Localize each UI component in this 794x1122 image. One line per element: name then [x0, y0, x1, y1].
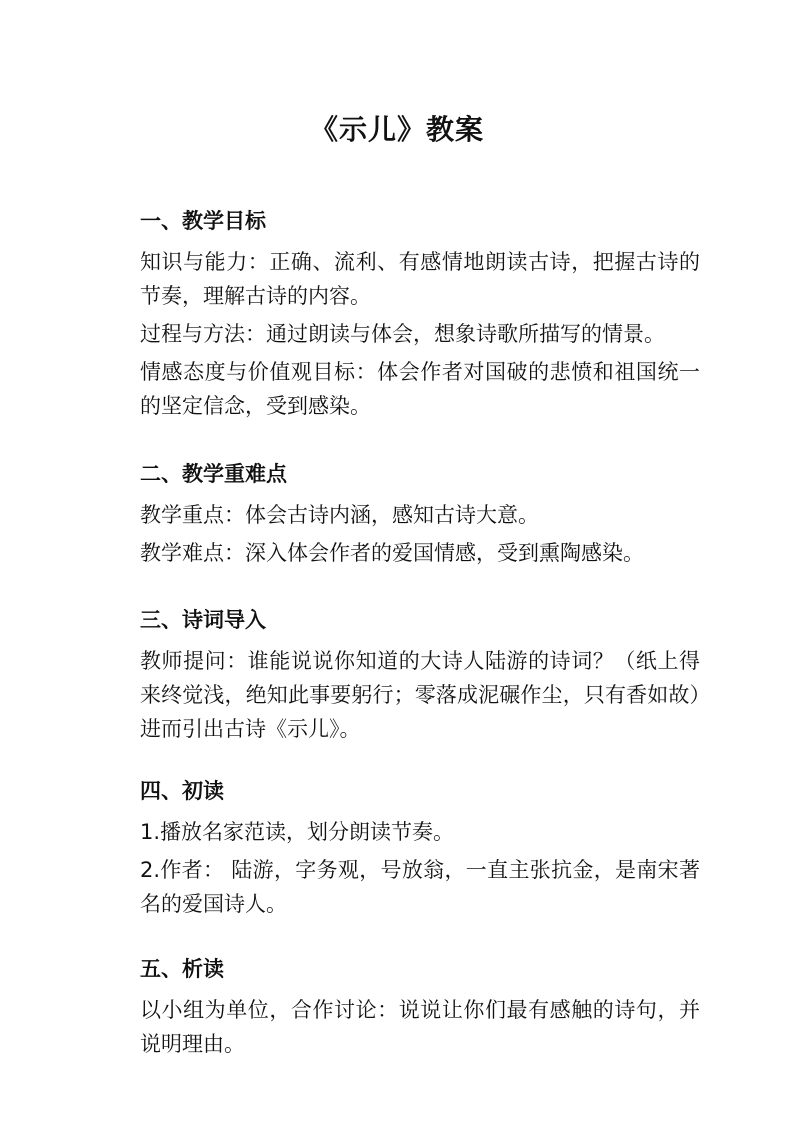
section-first-reading: [140, 777, 700, 925]
paragraph: 过程与方法：通过朗读与体会，想象诗歌所描写的情景。: [140, 322, 665, 346]
section-heading: 三、诗词导入: [140, 608, 266, 632]
section-heading: 二、教学重难点: [140, 462, 287, 486]
section-analysis: [140, 955, 700, 1065]
section-heading: 五、析读: [140, 957, 224, 981]
section-teaching-objectives: [140, 207, 700, 427]
paragraph: 以小组为单位，合作讨论：说说让你们最有感触的诗句，并说明理由。: [140, 998, 700, 1056]
page-title: 《示儿》教案: [309, 113, 484, 146]
section-heading: 四、初读: [140, 779, 224, 803]
paragraph: 教师提问：谁能说说你知道的大诗人陆游的诗词？（纸上得来终觉浅，绝知此事要躬行；零落成泥碾作尘，只有香如故）进而引出古诗《示儿》。: [140, 649, 700, 741]
paragraph: 1.播放名家范读，划分朗读节奏。: [140, 820, 455, 844]
section-key-points: [140, 460, 700, 574]
paragraph: 情感态度与价值观目标：体会作者对国破的悲愤和祖国统一的坚定信念，受到感染。: [140, 360, 700, 418]
section-introduction: [140, 606, 700, 750]
paragraph: 教学难点：深入体会作者的爱国情感，受到熏陶感染。: [140, 541, 644, 565]
section-heading: 一、教学目标: [140, 209, 266, 233]
paragraph: 知识与能力：正确、流利、有感情地朗读古诗，把握古诗的节奏，理解古诗的内容。: [140, 250, 700, 308]
paragraph: 教学重点：体会古诗内涵，感知古诗大意。: [140, 503, 539, 527]
paragraph: 2.作者： 陆游，字务观，号放翁，一直主张抗金，是南宋著名的爱国诗人。: [140, 858, 700, 916]
